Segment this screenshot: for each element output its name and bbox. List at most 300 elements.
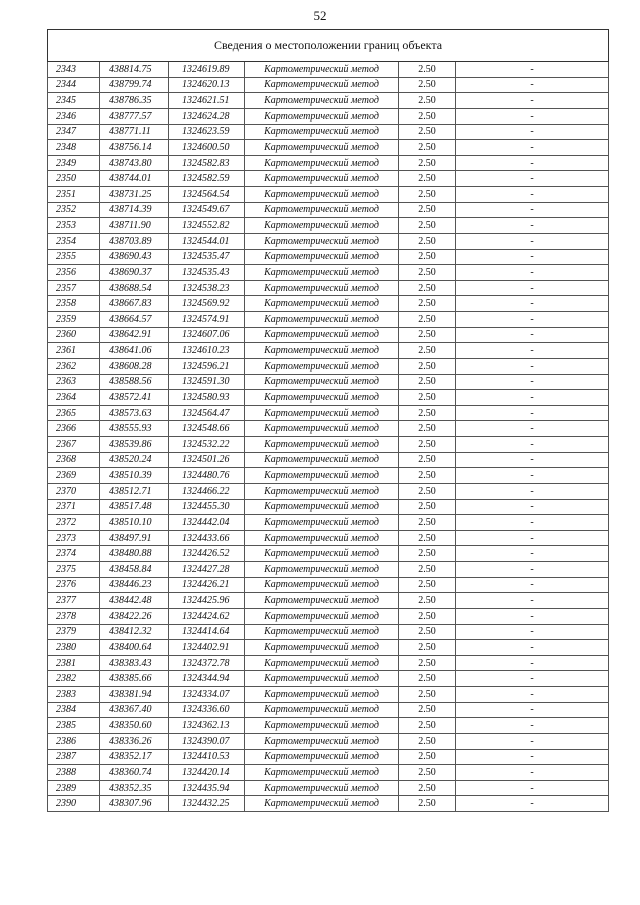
- point-number-cell: 2359: [48, 312, 100, 328]
- y-coordinate-cell: 1324620.13: [169, 77, 245, 93]
- point-number-cell: 2348: [48, 140, 100, 156]
- y-coordinate-cell: 1324334.07: [169, 687, 245, 703]
- table-row: [48, 624, 609, 640]
- x-coordinate-cell: 438688.54: [100, 280, 169, 296]
- accuracy-cell: 2.50: [399, 108, 456, 124]
- point-number-cell: 2390: [48, 796, 100, 812]
- point-number-cell: 2365: [48, 405, 100, 421]
- y-coordinate-cell: 1324596.21: [169, 358, 245, 374]
- y-coordinate-cell: 1324424.62: [169, 608, 245, 624]
- method-cell: Картометрический метод: [245, 640, 399, 656]
- method-cell: Картометрический метод: [245, 671, 399, 687]
- x-coordinate-cell: 438422.26: [100, 608, 169, 624]
- x-coordinate-cell: 438555.93: [100, 421, 169, 437]
- y-coordinate-cell: 1324538.23: [169, 280, 245, 296]
- x-coordinate-cell: 438510.39: [100, 468, 169, 484]
- method-cell: Картометрический метод: [245, 780, 399, 796]
- accuracy-cell: 2.50: [399, 62, 456, 78]
- method-cell: Картометрический метод: [245, 765, 399, 781]
- accuracy-cell: 2.50: [399, 343, 456, 359]
- accuracy-cell: 2.50: [399, 233, 456, 249]
- accuracy-cell: 2.50: [399, 374, 456, 390]
- accuracy-cell: 2.50: [399, 640, 456, 656]
- method-cell: Картометрический метод: [245, 249, 399, 265]
- x-coordinate-cell: 438367.40: [100, 702, 169, 718]
- y-coordinate-cell: 1324336.60: [169, 702, 245, 718]
- note-cell: -: [456, 593, 609, 609]
- note-cell: -: [456, 265, 609, 281]
- note-cell: -: [456, 780, 609, 796]
- table-row: [48, 671, 609, 687]
- y-coordinate-cell: 1324420.14: [169, 765, 245, 781]
- x-coordinate-cell: 438690.43: [100, 249, 169, 265]
- method-cell: Картометрический метод: [245, 437, 399, 453]
- method-cell: Картометрический метод: [245, 562, 399, 578]
- table-row: [48, 233, 609, 249]
- accuracy-cell: 2.50: [399, 202, 456, 218]
- note-cell: -: [456, 499, 609, 515]
- method-cell: Картометрический метод: [245, 421, 399, 437]
- y-coordinate-cell: 1324427.28: [169, 562, 245, 578]
- accuracy-cell: 2.50: [399, 624, 456, 640]
- note-cell: -: [456, 93, 609, 109]
- x-coordinate-cell: 438572.41: [100, 390, 169, 406]
- accuracy-cell: 2.50: [399, 749, 456, 765]
- accuracy-cell: 2.50: [399, 468, 456, 484]
- point-number-cell: 2381: [48, 655, 100, 671]
- point-number-cell: 2375: [48, 562, 100, 578]
- method-cell: Картометрический метод: [245, 733, 399, 749]
- accuracy-cell: 2.50: [399, 655, 456, 671]
- y-coordinate-cell: 1324574.91: [169, 312, 245, 328]
- accuracy-cell: 2.50: [399, 577, 456, 593]
- x-coordinate-cell: 438771.11: [100, 124, 169, 140]
- table-row: [48, 562, 609, 578]
- x-coordinate-cell: 438336.26: [100, 733, 169, 749]
- y-coordinate-cell: 1324501.26: [169, 452, 245, 468]
- table-row: [48, 202, 609, 218]
- point-number-cell: 2349: [48, 155, 100, 171]
- note-cell: -: [456, 515, 609, 531]
- point-number-cell: 2364: [48, 390, 100, 406]
- x-coordinate-cell: 438588.56: [100, 374, 169, 390]
- x-coordinate-cell: 438458.84: [100, 562, 169, 578]
- table-row: [48, 187, 609, 203]
- method-cell: Картометрический метод: [245, 233, 399, 249]
- method-cell: Картометрический метод: [245, 218, 399, 234]
- x-coordinate-cell: 438714.39: [100, 202, 169, 218]
- point-number-cell: 2377: [48, 593, 100, 609]
- x-coordinate-cell: 438690.37: [100, 265, 169, 281]
- point-number-cell: 2344: [48, 77, 100, 93]
- point-number-cell: 2350: [48, 171, 100, 187]
- y-coordinate-cell: 1324548.66: [169, 421, 245, 437]
- method-cell: Картометрический метод: [245, 452, 399, 468]
- x-coordinate-cell: 438744.01: [100, 171, 169, 187]
- table-row: [48, 358, 609, 374]
- point-number-cell: 2374: [48, 546, 100, 562]
- y-coordinate-cell: 1324569.92: [169, 296, 245, 312]
- y-coordinate-cell: 1324564.47: [169, 405, 245, 421]
- point-number-cell: 2369: [48, 468, 100, 484]
- table-row: [48, 327, 609, 343]
- note-cell: -: [456, 77, 609, 93]
- method-cell: Картометрический метод: [245, 374, 399, 390]
- note-cell: -: [456, 140, 609, 156]
- note-cell: -: [456, 327, 609, 343]
- table-row: [48, 718, 609, 734]
- x-coordinate-cell: 438512.71: [100, 483, 169, 499]
- x-coordinate-cell: 438442.48: [100, 593, 169, 609]
- note-cell: -: [456, 358, 609, 374]
- x-coordinate-cell: 438743.80: [100, 155, 169, 171]
- table-row: [48, 655, 609, 671]
- note-cell: -: [456, 249, 609, 265]
- x-coordinate-cell: 438510.10: [100, 515, 169, 531]
- x-coordinate-cell: 438814.75: [100, 62, 169, 78]
- y-coordinate-cell: 1324624.28: [169, 108, 245, 124]
- y-coordinate-cell: 1324425.96: [169, 593, 245, 609]
- point-number-cell: 2353: [48, 218, 100, 234]
- note-cell: -: [456, 108, 609, 124]
- table-row: [48, 171, 609, 187]
- note-cell: -: [456, 687, 609, 703]
- method-cell: Картометрический метод: [245, 280, 399, 296]
- x-coordinate-cell: 438360.74: [100, 765, 169, 781]
- accuracy-cell: 2.50: [399, 765, 456, 781]
- x-coordinate-cell: 438517.48: [100, 499, 169, 515]
- point-number-cell: 2387: [48, 749, 100, 765]
- accuracy-cell: 2.50: [399, 671, 456, 687]
- y-coordinate-cell: 1324607.06: [169, 327, 245, 343]
- table-title: Сведения о местоположении границ объекта: [48, 30, 609, 62]
- point-number-cell: 2361: [48, 343, 100, 359]
- x-coordinate-cell: 438412.32: [100, 624, 169, 640]
- method-cell: Картометрический метод: [245, 327, 399, 343]
- note-cell: -: [456, 390, 609, 406]
- note-cell: -: [456, 468, 609, 484]
- y-coordinate-cell: 1324535.47: [169, 249, 245, 265]
- accuracy-cell: 2.50: [399, 93, 456, 109]
- accuracy-cell: 2.50: [399, 530, 456, 546]
- method-cell: Картометрический метод: [245, 546, 399, 562]
- y-coordinate-cell: 1324455.30: [169, 499, 245, 515]
- accuracy-cell: 2.50: [399, 608, 456, 624]
- table-row: [48, 218, 609, 234]
- point-number-cell: 2368: [48, 452, 100, 468]
- note-cell: -: [456, 671, 609, 687]
- point-number-cell: 2367: [48, 437, 100, 453]
- accuracy-cell: 2.50: [399, 312, 456, 328]
- table-row: [48, 108, 609, 124]
- accuracy-cell: 2.50: [399, 218, 456, 234]
- y-coordinate-cell: 1324544.01: [169, 233, 245, 249]
- method-cell: Картометрический метод: [245, 155, 399, 171]
- table-row: [48, 421, 609, 437]
- accuracy-cell: 2.50: [399, 562, 456, 578]
- method-cell: Картометрический метод: [245, 515, 399, 531]
- y-coordinate-cell: 1324433.66: [169, 530, 245, 546]
- table-row: [48, 702, 609, 718]
- method-cell: Картометрический метод: [245, 108, 399, 124]
- table-row: [48, 515, 609, 531]
- y-coordinate-cell: 1324480.76: [169, 468, 245, 484]
- note-cell: -: [456, 296, 609, 312]
- x-coordinate-cell: 438307.96: [100, 796, 169, 812]
- accuracy-cell: 2.50: [399, 327, 456, 343]
- table-row: [48, 546, 609, 562]
- note-cell: -: [456, 312, 609, 328]
- table-row: [48, 77, 609, 93]
- y-coordinate-cell: 1324362.13: [169, 718, 245, 734]
- x-coordinate-cell: 438385.66: [100, 671, 169, 687]
- table-row: [48, 687, 609, 703]
- y-coordinate-cell: 1324552.82: [169, 218, 245, 234]
- method-cell: Картометрический метод: [245, 77, 399, 93]
- x-coordinate-cell: 438777.57: [100, 108, 169, 124]
- accuracy-cell: 2.50: [399, 155, 456, 171]
- accuracy-cell: 2.50: [399, 515, 456, 531]
- table-row: [48, 468, 609, 484]
- note-cell: -: [456, 452, 609, 468]
- accuracy-cell: 2.50: [399, 499, 456, 515]
- point-number-cell: 2383: [48, 687, 100, 703]
- method-cell: Картометрический метод: [245, 187, 399, 203]
- point-number-cell: 2371: [48, 499, 100, 515]
- table-row: [48, 733, 609, 749]
- y-coordinate-cell: 1324442.04: [169, 515, 245, 531]
- accuracy-cell: 2.50: [399, 702, 456, 718]
- point-number-cell: 2388: [48, 765, 100, 781]
- y-coordinate-cell: 1324549.67: [169, 202, 245, 218]
- x-coordinate-cell: 438641.06: [100, 343, 169, 359]
- x-coordinate-cell: 438711.90: [100, 218, 169, 234]
- point-number-cell: 2380: [48, 640, 100, 656]
- x-coordinate-cell: 438480.88: [100, 546, 169, 562]
- table-row: [48, 265, 609, 281]
- point-number-cell: 2360: [48, 327, 100, 343]
- accuracy-cell: 2.50: [399, 452, 456, 468]
- point-number-cell: 2358: [48, 296, 100, 312]
- table-row: [48, 249, 609, 265]
- accuracy-cell: 2.50: [399, 296, 456, 312]
- x-coordinate-cell: 438756.14: [100, 140, 169, 156]
- note-cell: -: [456, 624, 609, 640]
- method-cell: Картометрический метод: [245, 296, 399, 312]
- y-coordinate-cell: 1324372.78: [169, 655, 245, 671]
- x-coordinate-cell: 438642.91: [100, 327, 169, 343]
- point-number-cell: 2378: [48, 608, 100, 624]
- note-cell: -: [456, 202, 609, 218]
- point-number-cell: 2370: [48, 483, 100, 499]
- note-cell: -: [456, 530, 609, 546]
- y-coordinate-cell: 1324535.43: [169, 265, 245, 281]
- accuracy-cell: 2.50: [399, 718, 456, 734]
- accuracy-cell: 2.50: [399, 187, 456, 203]
- method-cell: Картометрический метод: [245, 265, 399, 281]
- accuracy-cell: 2.50: [399, 483, 456, 499]
- y-coordinate-cell: 1324432.25: [169, 796, 245, 812]
- table-row: [48, 593, 609, 609]
- x-coordinate-cell: 438664.57: [100, 312, 169, 328]
- table-row: [48, 483, 609, 499]
- point-number-cell: 2376: [48, 577, 100, 593]
- point-number-cell: 2354: [48, 233, 100, 249]
- point-number-cell: 2372: [48, 515, 100, 531]
- accuracy-cell: 2.50: [399, 593, 456, 609]
- method-cell: Картометрический метод: [245, 124, 399, 140]
- note-cell: -: [456, 233, 609, 249]
- accuracy-cell: 2.50: [399, 171, 456, 187]
- table-row: [48, 62, 609, 78]
- note-cell: -: [456, 280, 609, 296]
- method-cell: Картометрический метод: [245, 702, 399, 718]
- accuracy-cell: 2.50: [399, 421, 456, 437]
- x-coordinate-cell: 438799.74: [100, 77, 169, 93]
- y-coordinate-cell: 1324414.64: [169, 624, 245, 640]
- point-number-cell: 2351: [48, 187, 100, 203]
- point-number-cell: 2352: [48, 202, 100, 218]
- table-row: [48, 437, 609, 453]
- y-coordinate-cell: 1324410.53: [169, 749, 245, 765]
- note-cell: -: [456, 155, 609, 171]
- accuracy-cell: 2.50: [399, 124, 456, 140]
- table-row: [48, 577, 609, 593]
- y-coordinate-cell: 1324619.89: [169, 62, 245, 78]
- point-number-cell: 2373: [48, 530, 100, 546]
- note-cell: -: [456, 421, 609, 437]
- table-row: [48, 93, 609, 109]
- method-cell: Картометрический метод: [245, 202, 399, 218]
- point-number-cell: 2379: [48, 624, 100, 640]
- point-number-cell: 2363: [48, 374, 100, 390]
- method-cell: Картометрический метод: [245, 718, 399, 734]
- table-title-row: [48, 30, 609, 62]
- note-cell: -: [456, 796, 609, 812]
- accuracy-cell: 2.50: [399, 358, 456, 374]
- note-cell: -: [456, 702, 609, 718]
- note-cell: -: [456, 187, 609, 203]
- accuracy-cell: 2.50: [399, 780, 456, 796]
- accuracy-cell: 2.50: [399, 796, 456, 812]
- y-coordinate-cell: 1324426.52: [169, 546, 245, 562]
- table-row: [48, 749, 609, 765]
- y-coordinate-cell: 1324600.50: [169, 140, 245, 156]
- point-number-cell: 2389: [48, 780, 100, 796]
- accuracy-cell: 2.50: [399, 280, 456, 296]
- boundary-table: [47, 29, 609, 812]
- y-coordinate-cell: 1324610.23: [169, 343, 245, 359]
- table-row: [48, 780, 609, 796]
- note-cell: -: [456, 374, 609, 390]
- table-row: [48, 452, 609, 468]
- table-row: [48, 765, 609, 781]
- table-row: [48, 296, 609, 312]
- y-coordinate-cell: 1324621.51: [169, 93, 245, 109]
- point-number-cell: 2355: [48, 249, 100, 265]
- method-cell: Картометрический метод: [245, 343, 399, 359]
- point-number-cell: 2356: [48, 265, 100, 281]
- point-number-cell: 2386: [48, 733, 100, 749]
- method-cell: Картометрический метод: [245, 140, 399, 156]
- x-coordinate-cell: 438497.91: [100, 530, 169, 546]
- table-row: [48, 405, 609, 421]
- x-coordinate-cell: 438786.35: [100, 93, 169, 109]
- note-cell: -: [456, 749, 609, 765]
- point-number-cell: 2357: [48, 280, 100, 296]
- y-coordinate-cell: 1324582.83: [169, 155, 245, 171]
- method-cell: Картометрический метод: [245, 530, 399, 546]
- y-coordinate-cell: 1324580.93: [169, 390, 245, 406]
- note-cell: -: [456, 343, 609, 359]
- accuracy-cell: 2.50: [399, 249, 456, 265]
- accuracy-cell: 2.50: [399, 265, 456, 281]
- method-cell: Картометрический метод: [245, 608, 399, 624]
- table-row: [48, 343, 609, 359]
- accuracy-cell: 2.50: [399, 405, 456, 421]
- x-coordinate-cell: 438352.17: [100, 749, 169, 765]
- note-cell: -: [456, 171, 609, 187]
- method-cell: Картометрический метод: [245, 796, 399, 812]
- x-coordinate-cell: 438573.63: [100, 405, 169, 421]
- note-cell: -: [456, 546, 609, 562]
- point-number-cell: 2384: [48, 702, 100, 718]
- table-row: [48, 140, 609, 156]
- accuracy-cell: 2.50: [399, 687, 456, 703]
- y-coordinate-cell: 1324532.22: [169, 437, 245, 453]
- accuracy-cell: 2.50: [399, 733, 456, 749]
- y-coordinate-cell: 1324466.22: [169, 483, 245, 499]
- note-cell: -: [456, 437, 609, 453]
- accuracy-cell: 2.50: [399, 77, 456, 93]
- method-cell: Картометрический метод: [245, 593, 399, 609]
- x-coordinate-cell: 438703.89: [100, 233, 169, 249]
- accuracy-cell: 2.50: [399, 390, 456, 406]
- x-coordinate-cell: 438381.94: [100, 687, 169, 703]
- method-cell: Картометрический метод: [245, 483, 399, 499]
- method-cell: Картометрический метод: [245, 358, 399, 374]
- accuracy-cell: 2.50: [399, 140, 456, 156]
- table-row: [48, 608, 609, 624]
- note-cell: -: [456, 718, 609, 734]
- table-row: [48, 499, 609, 515]
- method-cell: Картометрический метод: [245, 577, 399, 593]
- x-coordinate-cell: 438608.28: [100, 358, 169, 374]
- method-cell: Картометрический метод: [245, 171, 399, 187]
- y-coordinate-cell: 1324402.91: [169, 640, 245, 656]
- note-cell: -: [456, 62, 609, 78]
- note-cell: -: [456, 483, 609, 499]
- table-row: [48, 530, 609, 546]
- method-cell: Картометрический метод: [245, 655, 399, 671]
- method-cell: Картометрический метод: [245, 312, 399, 328]
- table-row: [48, 374, 609, 390]
- x-coordinate-cell: 438383.43: [100, 655, 169, 671]
- method-cell: Картометрический метод: [245, 624, 399, 640]
- note-cell: -: [456, 562, 609, 578]
- method-cell: Картометрический метод: [245, 405, 399, 421]
- method-cell: Картометрический метод: [245, 687, 399, 703]
- table-row: [48, 312, 609, 328]
- table-row: [48, 124, 609, 140]
- y-coordinate-cell: 1324426.21: [169, 577, 245, 593]
- y-coordinate-cell: 1324623.59: [169, 124, 245, 140]
- note-cell: -: [456, 640, 609, 656]
- note-cell: -: [456, 577, 609, 593]
- x-coordinate-cell: 438520.24: [100, 452, 169, 468]
- x-coordinate-cell: 438446.23: [100, 577, 169, 593]
- accuracy-cell: 2.50: [399, 546, 456, 562]
